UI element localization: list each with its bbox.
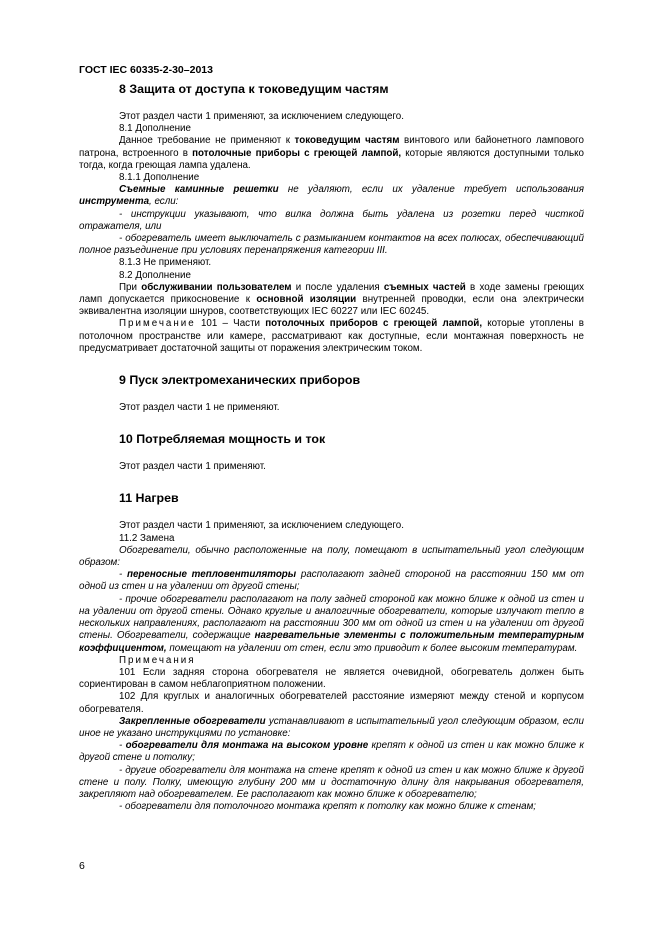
- s11-paragraph-5: - обогреватели для монтажа на высоком уровне крепят к одной из стен и как можно ближе к другой стене и потолку;: [79, 740, 585, 764]
- page-body: [79, 82, 584, 813]
- s11-paragraph-2: - переносные тепловентиляторы располагают задней стороной на расстоянии 150 мм от одной из стен и на удалении от другой стены;: [79, 569, 585, 593]
- s11-paragraph-7: - обогреватели для потолочного монтажа крепят к потолку как можно ближе к стенам;: [119, 801, 537, 813]
- s8-paragraph-4: - обогреватель имеет выключатель с размыканием контактов на всех полюсах, обеспечивающий полное разъединение при условиях перенапряжения категории III.: [79, 233, 584, 257]
- s11-notes-label: Примечания: [119, 654, 196, 666]
- s11-paragraph-1: Обогреватели, обычно расположенные на полу, помещают в испытательный угол следующим образом:: [79, 544, 584, 569]
- s11-note-102: 102 Для круглых и аналогичных обогревателей расстояние измеряют между стеной и корпусом обогревателя.: [79, 691, 584, 715]
- s10-text: Этот раздел части 1 применяют.: [119, 461, 266, 473]
- s11-intro: Этот раздел части 1 применяют, за исключением следующего.: [119, 520, 404, 532]
- section-8-title: 8 Защита от доступа к токоведущим частям: [119, 82, 389, 96]
- page-number: 6: [79, 860, 85, 872]
- document-header: ГОСТ IEC 60335-2-30–2013: [79, 64, 213, 76]
- s8-paragraph-1: Данное требование не применяют к токоведущим частям винтового или байонетного лампового патрона, встроенного в потолочные приборы с греющей лампой, которые являются доступными только тогда, когда греющая лампа удалена.: [79, 135, 584, 171]
- clause-11-2: 11.2 Замена: [119, 532, 175, 544]
- clause-8-1: 8.1 Дополнение: [119, 123, 191, 135]
- s11-paragraph-6: - другие обогреватели для монтажа на стене крепят к одной из стен и как можно ближе к другой стене и полу. Полку, имеющую глубину 200 мм и достаточную длину для накрывания обогревателя, закрепляют над обогревателем. Ее располагают как можно ближе к обогревателю;: [79, 764, 584, 800]
- s8-paragraph-5: При обслуживании пользователем и после удаления съемных частей в ходе замены греющих ламп допускается прикосновение к основной изоляции внутренней проводки, если она электрически эквивалентна изоляции шнуров, соответствующих IEC 60227 или IEC 60245.: [79, 281, 585, 318]
- clause-8-2: 8.2 Дополнение: [119, 269, 191, 281]
- s9-text: Этот раздел части 1 не применяют.: [119, 402, 280, 414]
- clause-8-1-1: 8.1.1 Дополнение: [119, 172, 200, 184]
- section-10-title: 10 Потребляемая мощность и ток: [119, 432, 326, 447]
- s8-intro: Этот раздел части 1 применяют, за исключением следующего.: [119, 111, 404, 122]
- s11-paragraph-3: - прочие обогреватели располагают на полу задней стороной как можно ближе к одной из стен и на удалении от другой стены. Однако круглые и аналогичные обогреватели, которые излучают тепло в нескольких направлениях, располагают на расстоянии 300 мм от одной из стен и на удалении от другой стены. Обогреватели, содержащие нагревательные элементы с положительным температурным коэффициентом, помещают на удалении от стен, если это приводит к более высоким температурам.: [79, 593, 584, 654]
- s11-paragraph-4: Закрепленные обогреватели устанавливают в испытательный угол следующим образом, если иное не указано инструкциями по установке:: [79, 715, 584, 739]
- clause-8-1-3: 8.1.3 Не применяют.: [119, 257, 212, 269]
- section-11-title: 11 Нагрев: [119, 491, 179, 506]
- section-9-title: 9 Пуск электромеханических приборов: [119, 373, 361, 388]
- s11-note-101: 101 Если задняя сторона обогревателя не является очевидной, обогреватель должен быть сориентирован в самом неблагоприятном положении.: [79, 666, 584, 691]
- s8-note-101: Примечание 101 – Части потолочных приборов с греющей лампой, которые утоплены в потолочном пространстве или камере, рассматривают как доступные, если монтажная поверхность не предусматривает достаточной защиты от поражения электрическим током.: [79, 318, 584, 354]
- s8-paragraph-3: - инструкции указывают, что вилка должна быть удалена из розетки перед чисткой отражателя, или: [79, 208, 584, 232]
- s8-paragraph-2: Съемные каминные решетки не удаляют, если их удаление требует использования инструмента, если:: [79, 184, 584, 208]
